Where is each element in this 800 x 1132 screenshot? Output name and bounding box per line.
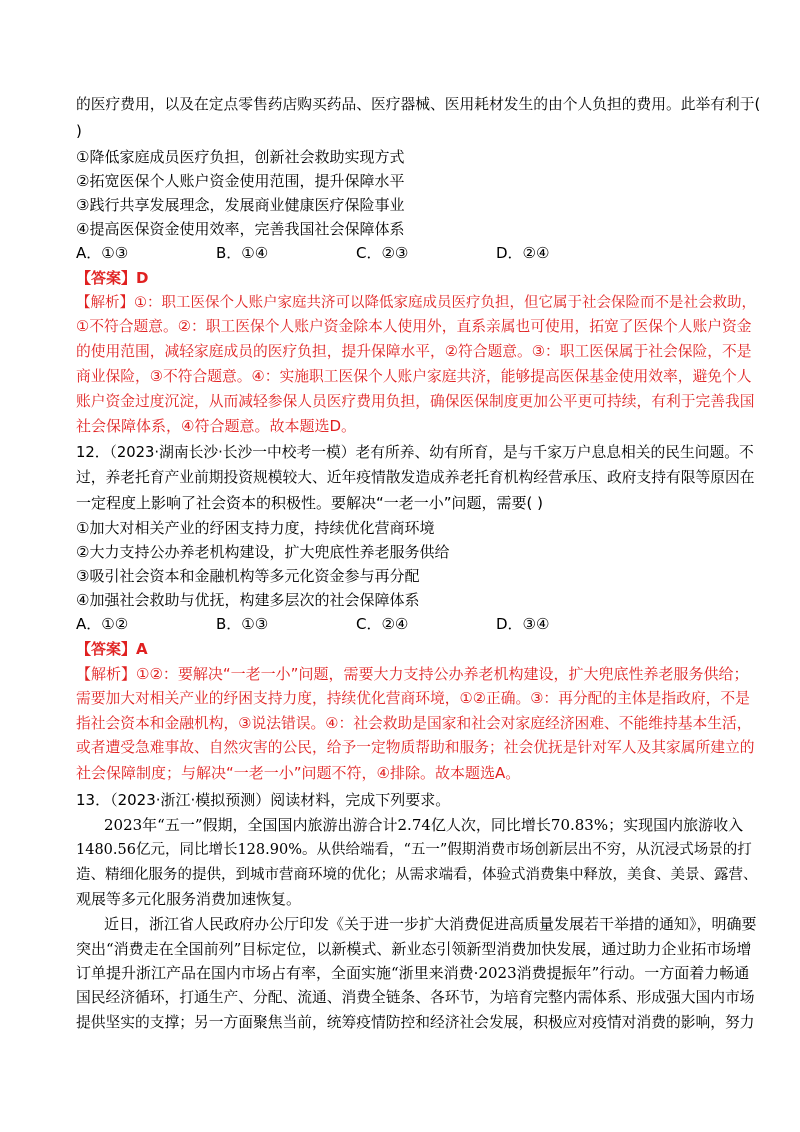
q11-stem-line-2: ) bbox=[76, 122, 82, 140]
q12-statement-4: ④加强社会救助与优抚，构建多层次的社会保障体系 bbox=[76, 591, 420, 609]
q11-answer-label: 【答案】 bbox=[76, 269, 137, 287]
q13-paragraph2-line-2: 突出“消费走在全国前列”目标定位，以新模式、新业态引领新型消费加快发展，通过助力企业拓市场增 bbox=[76, 940, 752, 958]
q11-options bbox=[76, 243, 736, 263]
q11-analysis-line-3: 的使用范围，减轻家庭成员的医疗负担，提升保障水平，②符合题意。③：职工医保属于社会保险，不是 bbox=[76, 343, 752, 360]
q12-option-d: D．③④ bbox=[496, 615, 550, 633]
q11-option-b: B．①④ bbox=[216, 244, 269, 262]
q12-analysis-line-3: 指社会资本和金融机构，③说法错误。④：社会救助是国家和社会对家庭经济困难、不能维持基本生活， bbox=[76, 715, 752, 732]
q11-answer-value: D bbox=[136, 269, 149, 287]
q11-statement-1: ①降低家庭成员医疗负担，创新社会救助实现方式 bbox=[76, 148, 405, 166]
q12-statement-2: ②大力支持公办养老机构建设，扩大兜底性养老服务供给 bbox=[76, 543, 450, 561]
q12-analysis-line-4: 或者遭受急难事故、自然灾害的公民，给予一定物质帮助和服务；社会优抚是针对军人及其家属所建立的 bbox=[76, 739, 755, 756]
q11-statement-2: ②拓宽医保个人账户资金使用范围，提升保障水平 bbox=[76, 172, 405, 190]
q12-answer bbox=[76, 639, 148, 659]
q12-option-a: A．①② bbox=[76, 615, 129, 633]
q11-statement-3: ③践行共享发展理念，发展商业健康医疗保险事业 bbox=[76, 196, 405, 214]
q12-analysis-line-2: 需要加大对相关产业的纾困支持力度，持续优化营商环境，①②正确。③：再分配的主体是指政府，不是 bbox=[76, 690, 750, 707]
q11-analysis-line-1: 【解析】①：职工医保个人账户家庭共济可以降低家庭成员医疗负担，但它属于社会保险而不是社会救助， bbox=[76, 295, 756, 311]
q12-statement-1: ①加大对相关产业的纾困支持力度，持续优化营商环境 bbox=[76, 519, 435, 537]
q12-answer-value: A bbox=[136, 640, 148, 658]
q13-paragraph1-line-4: 观展等多元化服务消费加速恢复。 bbox=[76, 890, 302, 908]
q11-option-c: C．②③ bbox=[356, 244, 409, 262]
q13-paragraph2-line-3: 订单提升浙江产品在国内市场占有率，全面实施“浙里来消费·2023消费提振年”行动。一方面着力畅通 bbox=[76, 964, 750, 982]
q11-option-a: A．①③ bbox=[76, 244, 129, 262]
q12-options bbox=[76, 614, 736, 634]
q12-statement-3: ③吸引社会资本和金融机构等多元化资金参与再分配 bbox=[76, 567, 420, 585]
q11-analysis-line-2: ①不符合题意。②：职工医保个人账户资金除本人使用外，直系亲属也可使用，拓宽了医保个人账户资金 bbox=[76, 318, 752, 335]
q13-paragraph2-line-4: 国民经济循环，打通生产、分配、流通、消费全链条、各环节，为培育完整内需体系、形成强大国内市场 bbox=[76, 989, 755, 1006]
q12-stem-line-1: 12．（2023·湖南长沙·长沙一中校考一模）老有所养、幼有所育，是与千家万户息息相关的民生问题。不 bbox=[76, 444, 754, 461]
q13-paragraph1-line-3: 造、精细化服务的提供，到城市营商环境的优化；从需求端看，体验式消费集中释放，美食、美景、露营、 bbox=[76, 867, 758, 883]
q12-option-c: C．②④ bbox=[356, 615, 409, 633]
q13-paragraph1-line-2: 1480.56亿元，同比增长128.90%。从供给端看，“五一”假期消费市场创新层出不穷，从沉浸式场景的打 bbox=[76, 842, 752, 858]
q12-option-b: B．①③ bbox=[216, 615, 269, 633]
q12-answer-label: 【答案】 bbox=[76, 640, 137, 658]
q13-paragraph2-line-1: 近日，浙江省人民政府办公厅印发《关于进一步扩大消费促进高质量发展若干举措的通知》，明确要 bbox=[104, 915, 757, 933]
q12-analysis-line-5: 社会保障制度；与解决“一老一小”问题不符，④排除。故本题选A。 bbox=[76, 764, 521, 782]
q11-statement-4: ④提高医保资金使用效率，完善我国社会保障体系 bbox=[76, 220, 405, 238]
q11-option-d: D．②④ bbox=[496, 244, 550, 262]
q13-paragraph2-line-5: 提供坚实的支撑；另一方面聚焦当前，统筹疫情防控和经济社会发展，积极应对疫情对消费的影响，努力 bbox=[76, 1014, 755, 1031]
q12-stem-line-3: 一定程度上影响了社会资本的积极性。要解决“一老一小”问题，需要( ) bbox=[76, 494, 544, 512]
q11-analysis-line-4: 商业保险，③不符合题意。④：实施职工医保个人账户家庭共济，能够提高医保基金使用效率，避免个人 bbox=[76, 368, 752, 385]
q12-analysis-line-1: 【解析】①②：要解决“一老一小”问题，需要大力支持公办养老机构建设，扩大兜底性养老服务供给； bbox=[76, 665, 749, 683]
q13-paragraph1-line-1: 2023年“五一”假期，全国国内旅游出游合计2.74亿人次，同比增长70.83%；实现国内旅游收入 bbox=[104, 816, 744, 834]
q11-analysis-line-6: 社会保障体系，④符合题意。故本题选D。 bbox=[76, 417, 356, 435]
q11-stem-line-1: 的医疗费用，以及在定点零售药店购买药品、医疗器械、医用耗材发生的由个人负担的费用。此举有利于( bbox=[76, 96, 761, 113]
q12-stem-line-2: 过，养老托育产业前期投资规模较大、近年疫情散发造成养老托育机构经营承压、政府支持有限等原因在 bbox=[76, 469, 755, 486]
q11-answer bbox=[76, 268, 148, 288]
q11-analysis-line-5: 账户资金过度沉淀，从而减轻参保人员医疗费用负担，确保医保制度更加公平更可持续，有利于完善我国 bbox=[76, 393, 755, 410]
q13-stem: 13．（2023·浙江·模拟预测）阅读材料，完成下列要求。 bbox=[76, 791, 451, 809]
